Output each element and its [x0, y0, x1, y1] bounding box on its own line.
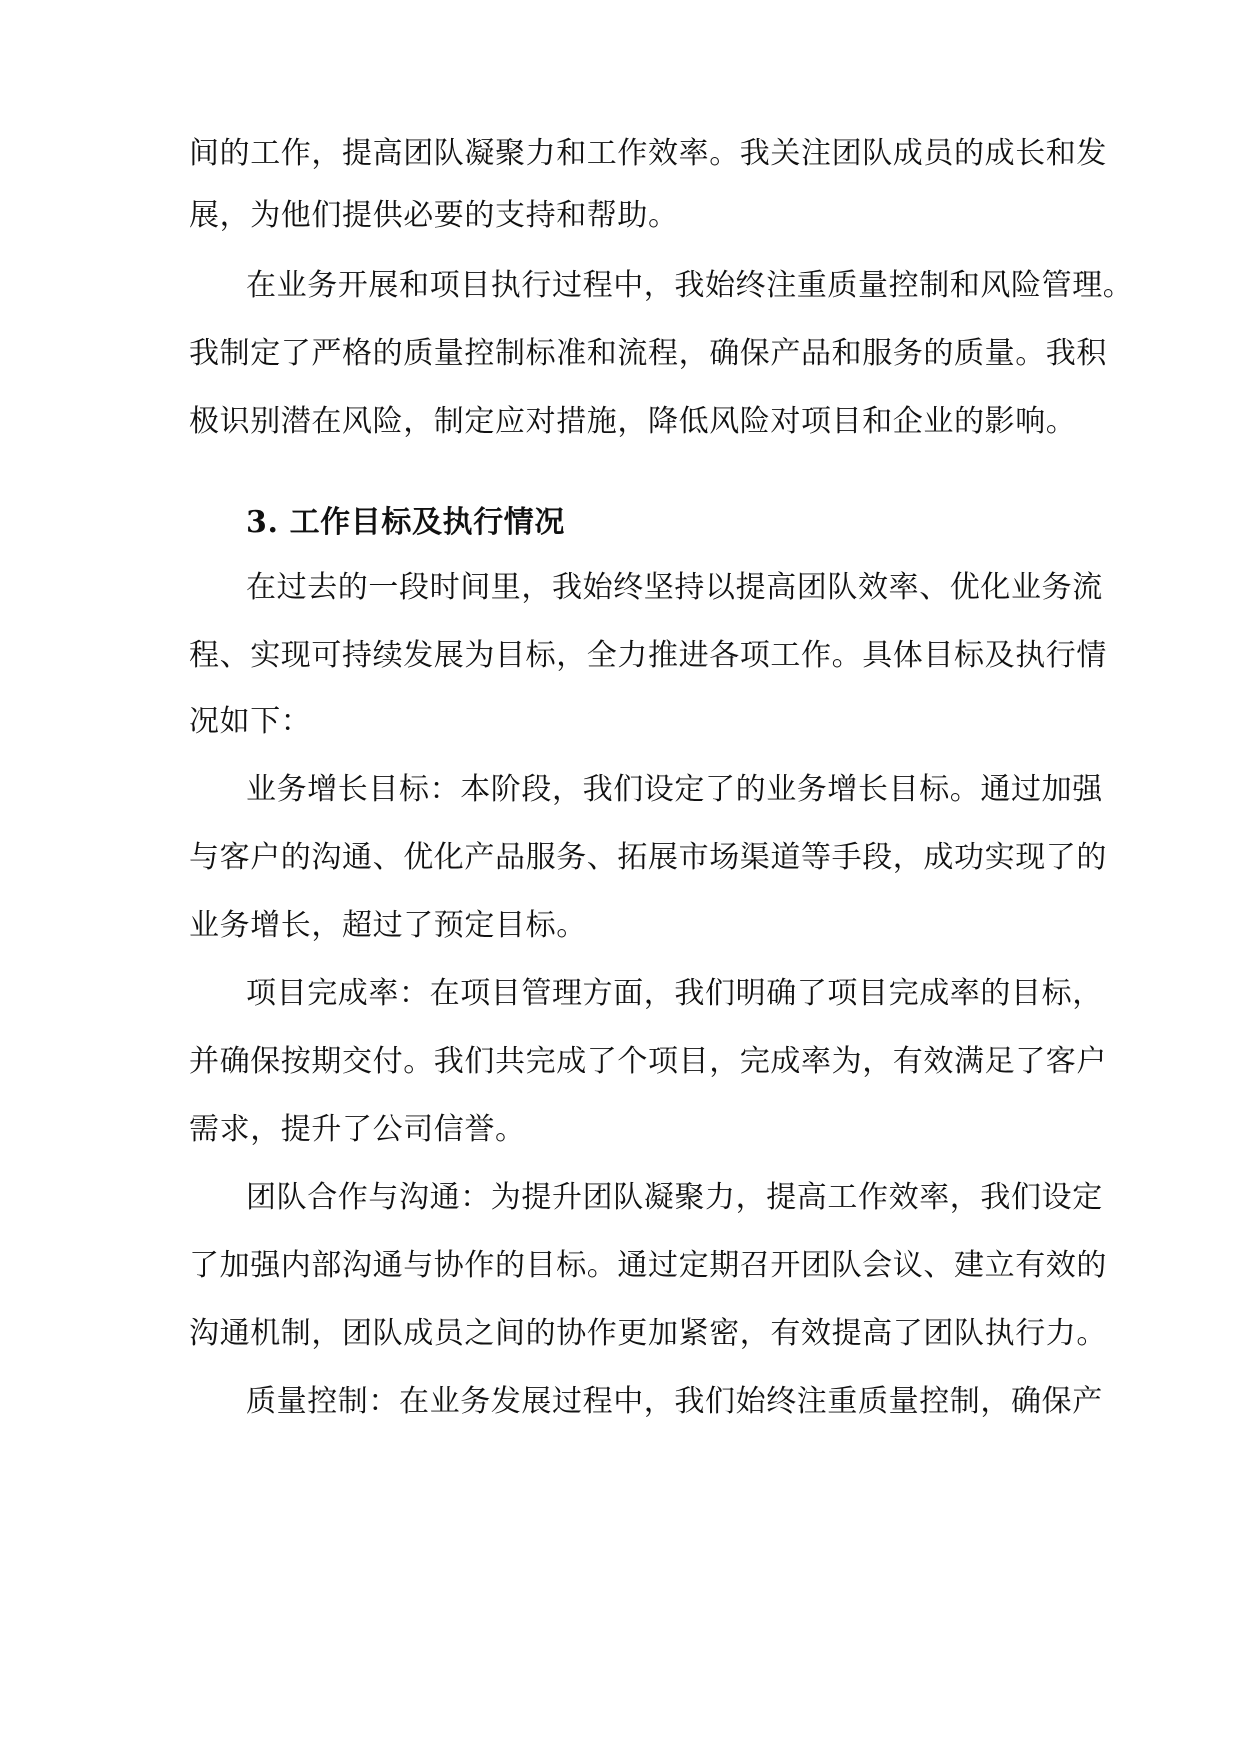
paragraph-4-line-2: 与客户的沟通、优化产品服务、拓展市场渠道等手段，成功实现了的 [189, 840, 1107, 875]
paragraph-6-line-2: 了加强内部沟通与协作的目标。通过定期召开团队会议、建立有效的 [189, 1248, 1107, 1283]
paragraph-5-line-1: 项目完成率：在项目管理方面，我们明确了项目完成率的目标， [246, 976, 1103, 1011]
paragraph-3-line-2: 程、实现可持续发展为目标，全力推进各项工作。具体目标及执行情 [189, 638, 1107, 673]
paragraph-2-line-2: 我制定了严格的质量控制标准和流程，确保产品和服务的质量。我积 [189, 336, 1107, 371]
paragraph-5-line-3: 需求，提升了公司信誉。 [189, 1112, 526, 1147]
paragraph-7-line-1: 质量控制：在业务发展过程中，我们始终注重质量控制，确保产 [246, 1384, 1103, 1419]
paragraph-4-line-3: 业务增长，超过了预定目标。 [189, 908, 587, 943]
paragraph-4-line-1: 业务增长目标：本阶段，我们设定了的业务增长目标。通过加强 [246, 772, 1103, 807]
paragraph-6-line-1: 团队合作与沟通：为提升团队凝聚力，提高工作效率，我们设定 [246, 1180, 1103, 1215]
paragraph-5-line-2: 并确保按期交付。我们共完成了个项目，完成率为，有效满足了客户 [189, 1044, 1107, 1079]
paragraph-3-line-1: 在过去的一段时间里，我始终坚持以提高团队效率、优化业务流 [246, 570, 1103, 605]
paragraph-6-line-3: 沟通机制，团队成员之间的协作更加紧密，有效提高了团队执行力。 [189, 1316, 1107, 1351]
paragraph-1-line-2: 展，为他们提供必要的支持和帮助。 [189, 198, 679, 233]
paragraph-2-line-1: 在业务开展和项目执行过程中，我始终注重质量控制和风险管理。 [246, 268, 1134, 303]
section-heading: 3. 工作目标及执行情况 [246, 505, 565, 540]
paragraph-3-line-3: 况如下： [189, 704, 312, 739]
paragraph-1-line-1: 间的工作，提高团队凝聚力和工作效率。我关注团队成员的成长和发 [189, 136, 1107, 171]
paragraph-2-line-3: 极识别潜在风险，制定应对措施，降低风险对项目和企业的影响。 [189, 404, 1077, 439]
